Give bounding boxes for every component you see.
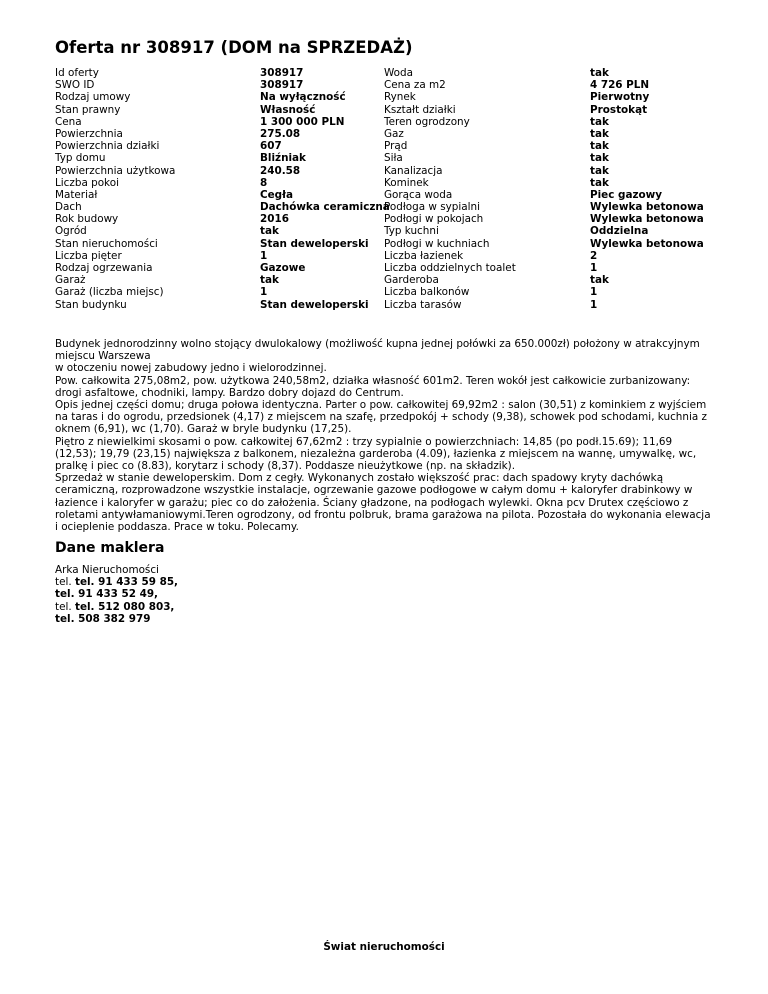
description-paragraph: Budynek jednorodzinny wolno stojący dwulokalowy (możliwość kupna jednej połówki za 650.000zł) położony w atrakcyjnym miejscu Warszewa [55,338,700,363]
property-label: Garaż [55,274,86,287]
property-value: Pierwotny [590,91,650,104]
property-label: Gaz [384,127,404,140]
property-label: Rok budowy [55,213,119,226]
property-value: tak [590,152,609,165]
property-value: 275.08 [260,127,301,140]
agent-phone-line [55,613,178,625]
property-value: tak [590,140,609,153]
property-label: Podłogi w kuchniach [384,237,490,250]
property-value: Oddzielna [590,225,649,238]
property-value: 1 [590,262,598,274]
property-values-left [260,67,390,311]
property-value: 240.58 [260,164,301,177]
property-label: Liczba tarasów [384,298,462,311]
property-value: Bliźniak [260,152,306,165]
property-label: Liczba pokoi [55,176,119,189]
property-label: Id oferty [55,67,99,79]
property-label: Dach [55,201,82,214]
phone-number: tel. 512 080 803, [74,600,175,613]
property-value: tak [590,176,609,189]
property-value: 1 300 000 PLN [260,115,345,128]
property-value: Cegła [260,188,293,201]
property-label: Liczba balkonów [384,286,470,299]
property-label: Liczba łazienek [384,249,464,262]
property-label: Stan prawny [55,103,121,116]
property-label: Powierzchnia [55,127,123,140]
property-value: tak [590,67,609,79]
property-label: Ogród [55,225,87,238]
property-label: Materiał [55,188,98,201]
description-paragraph: Opis jednej części domu; druga połowa identyczna. Parter o pow. całkowitej 69,92m2 : salon (30,51) z kominkiem z wyjściem na taras i do ogrodu, przedsionek (4,17) z miejscem na szafę, przedpokój + schody (9,38), schowek pod schodami, kuchnia z oknem (6,91), wc (1,70). Garaż w bryle budynku (17,25). [55,399,707,436]
property-value: Wylewka betonowa [590,237,704,250]
agent-section-title: Dane maklera [55,540,165,556]
property-value: 1 [590,298,598,311]
property-label: Gorąca woda [384,188,453,201]
property-value: tak [260,225,279,238]
property-label: Garderoba [384,274,439,287]
property-label: Rodzaj umowy [55,91,131,104]
property-label: Powierzchnia użytkowa [55,164,176,177]
footer-brand: Świat nieruchomości [323,941,445,953]
description-paragraph: Sprzedaż w stanie deweloperskim. Dom z cegły. Wykonanych zostało większość prac: dach spadowy kryty dachówką ceramiczną, rozprowadzone wszystkie instalacje, ogrzewanie gazowe podłogowe w całym domu + kaloryfer drabinkowy w łazience i kaloryfer w garażu; piec co do założenia. Ściany gładzone, na podłogach wylewki. Okna pcv Drutex częściowo z roletami antywłamaniowymi.Teren ogrodzony, od frontu polbruk, brama garażowa na pilota. Pozostała do wykonania elewacja i ocieplenie poddasza. Prace w toku. Polecamy. [55,472,711,534]
property-value: Gazowe [260,262,306,274]
property-label: Typ domu [55,152,106,165]
property-value: Na wyłączność [260,91,346,104]
description-paragraph: Piętro z niewielkimi skosami o pow. całkowitej 67,62m2 : trzy sypialnie o powierzchniach: 14,85 (po podł.15.69); 11,69 (12,53); 19,79 (23,15) największa z balkonem, niezależna garderoba (4.09), łazienka z miejscem na wannę, umywalkę, wc, pralkę i piec co (8.83), korytarz i schody (8,37). Poddasze nieużytkowe (np. na składzik). [55,435,697,473]
property-label: Rynek [384,91,416,104]
property-value: Piec gazowy [590,188,663,201]
property-label: Liczba oddzielnych toalet [384,262,516,274]
property-label: Podłogi w pokojach [384,213,484,226]
property-value: Stan deweloperski [260,298,369,311]
property-label: Cena za m2 [384,79,446,92]
phone-prefix: tel. [55,576,72,589]
description-paragraph: w otoczeniu nowej zabudowy jedno i wielorodzinnej. [55,362,327,375]
property-value: tak [590,164,609,177]
property-label: Prąd [384,140,408,153]
property-label: Kanalizacja [384,164,443,177]
property-label: Teren ogrodzony [384,115,470,128]
property-value: Dachówka ceramiczna [260,201,390,214]
property-label: Woda [384,67,413,79]
property-label: Cena [55,115,82,128]
property-labels-left [55,67,175,311]
property-label: Stan budynku [55,298,127,311]
property-label: Garaż (liczba miejsc) [55,286,164,299]
property-value: 308917 [260,67,304,79]
property-label: Podłoga w sypialni [384,201,480,214]
property-labels-right [384,67,516,311]
agent-phone-line [55,576,178,588]
property-label: Rodzaj ogrzewania [55,262,153,274]
property-label: Powierzchnia działki [55,140,160,153]
property-value: 4 726 PLN [590,79,650,92]
property-value: tak [590,115,609,128]
property-label: Typ kuchni [384,225,439,238]
page-title: Oferta nr 308917 (DOM na SPRZEDAŻ) [55,38,413,57]
property-value: tak [590,274,609,287]
property-label: Stan nieruchomości [55,237,158,250]
property-value: Własność [260,103,316,116]
phone-number: tel. 91 433 52 49, [55,588,159,601]
property-value: Prostokąt [590,103,648,116]
property-value: 2016 [260,213,289,226]
property-value: Wylewka betonowa [590,201,704,214]
property-value: 1 [260,249,268,262]
property-values-right [590,67,704,311]
property-value: tak [260,274,279,287]
property-value: 8 [260,176,268,189]
property-value: tak [590,127,609,140]
property-value: Stan deweloperski [260,237,369,250]
property-label: Siła [384,152,403,165]
property-label: Liczba pięter [55,249,122,262]
offer-description [55,338,715,533]
agent-details [55,564,178,625]
description-paragraph: Pow. całkowita 275,08m2, pow. użytkowa 240,58m2, działka własność 601m2. Teren wokół jest całkowicie zurbanizowany: drogi asfaltowe, chodniki, lampy. Bardzo dobry dojazd do Centrum. [55,374,691,399]
property-value: 308917 [260,79,304,92]
agent-phone-line [55,601,178,613]
property-label: Kształt działki [384,103,456,116]
property-value: 1 [590,286,598,299]
phone-number: tel. 91 433 59 85, [74,576,178,589]
agent-phone-line [55,588,178,600]
property-label: Kominek [384,176,429,189]
property-value: 607 [260,140,282,153]
property-value: 2 [590,249,598,262]
phone-number: tel. 508 382 979 [55,612,151,625]
property-value: 1 [260,286,268,299]
agent-company: Arka Nieruchomości [55,564,159,576]
property-value: Wylewka betonowa [590,213,704,226]
property-label: SWO ID [55,79,95,92]
phone-prefix: tel. [55,600,72,613]
